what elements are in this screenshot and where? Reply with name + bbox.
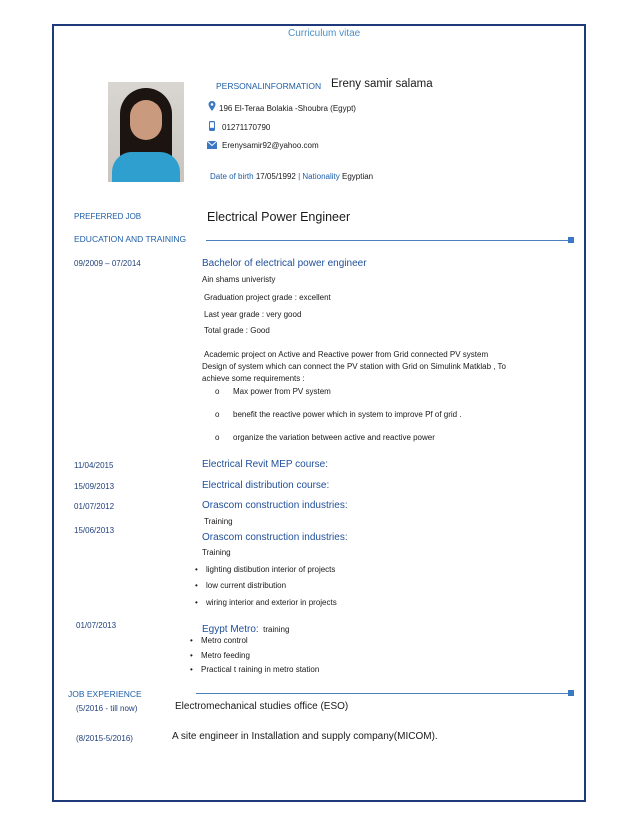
location-pin-icon: [208, 101, 216, 111]
address-text: 196 El-Teraa Bolakia -Shoubra (Egypt): [219, 104, 356, 113]
experience-rule: [196, 693, 568, 694]
dob-label: Date of birth: [210, 172, 254, 181]
last-year-grade: Last year grade : very good: [204, 310, 302, 319]
dob-line: [210, 172, 373, 181]
metro-sub: training: [263, 625, 290, 634]
metro-line: [202, 619, 289, 637]
cv-title: Curriculum vitae: [288, 28, 361, 39]
course-1-date: 11/04/2015: [74, 461, 114, 470]
phone-icon: [208, 121, 216, 131]
metro-item-2: Metro feeding: [201, 651, 250, 660]
experience-2-title: A site engineer in Installation and supply company(MICOM).: [172, 731, 438, 742]
bullet-dot-icon: •: [190, 636, 193, 645]
requirement-1: Max power from PV system: [233, 387, 331, 396]
orascom-item-3: wiring interior and exterior in projects: [206, 598, 337, 607]
email-text: Erenysamir92@yahoo.com: [222, 141, 319, 150]
photo-face: [130, 100, 162, 140]
bullet-dot-icon: •: [190, 665, 193, 674]
education-label: EDUCATION AND TRAINING: [74, 234, 187, 244]
nationality-label: Nationality: [302, 172, 340, 181]
orascom-title-1: Orascom construction industries:: [202, 500, 348, 511]
bullet-dot-icon: •: [195, 565, 198, 574]
metro-date: 01/07/2013: [76, 621, 117, 630]
project-title: Academic project on Active and Reactive power from Grid connected PV system: [204, 350, 489, 359]
dob-separator: |: [298, 172, 301, 181]
preferred-job-value: Electrical Power Engineer: [207, 210, 351, 224]
graduation-grade: Graduation project grade : excellent: [204, 293, 331, 302]
metro-title: Egypt Metro:: [202, 624, 259, 635]
project-desc-2: achieve some requirements :: [202, 374, 305, 383]
bullet-circle-icon: o: [215, 433, 220, 442]
nationality-value: Egyptian: [342, 172, 374, 181]
bachelor-title: Bachelor of electrical power engineer: [202, 258, 367, 269]
education-rule: [206, 240, 568, 241]
metro-item-3: Practical t raining in metro station: [201, 665, 320, 674]
course-2-title: Electrical distribution course:: [202, 480, 330, 491]
experience-label: JOB EXPERIENCE: [68, 689, 142, 699]
profile-photo: [108, 82, 184, 182]
experience-1-date: (5/2016 - till now): [76, 704, 138, 713]
requirement-3: organize the variation between active and reactive power: [233, 433, 435, 442]
bullet-dot-icon: •: [190, 651, 193, 660]
experience-1-title: Electromechanical studies office (ESO): [175, 701, 349, 712]
bullet-circle-icon: o: [215, 387, 220, 396]
orascom-item-1: lighting distibution interior of projects: [206, 565, 336, 574]
requirement-2: benefit the reactive power which in system to improve Pf of grid .: [233, 410, 462, 419]
orascom-sub-2: Training: [202, 548, 231, 557]
education-rule-end: [568, 237, 574, 243]
experience-2-date: (8/2015-5/2016): [76, 734, 133, 743]
bachelor-date: 09/2009 – 07/2014: [74, 259, 141, 268]
dob-value: 17/05/1992: [255, 172, 296, 181]
photo-shirt: [112, 152, 180, 182]
course-2-date: 15/09/2013: [74, 482, 115, 491]
bullet-dot-icon: •: [195, 581, 198, 590]
phone-text: 01271170790: [222, 123, 271, 132]
email-icon: [207, 141, 217, 149]
university: Ain shams univeristy: [202, 275, 276, 284]
orascom-item-2: low current distribution: [206, 581, 287, 590]
experience-rule-end: [568, 690, 574, 696]
project-desc-1: Design of system which can connect the PV station with Grid on Simulink Matklab , To: [202, 362, 506, 371]
total-grade: Total grade : Good: [204, 326, 270, 335]
metro-item-1: Metro control: [201, 636, 248, 645]
preferred-job-label: PREFERRED JOB: [74, 212, 142, 221]
orascom-title-2: Orascom construction industries:: [202, 532, 348, 543]
course-1-title: Electrical Revit MEP course:: [202, 459, 328, 470]
person-name: Ereny samir salama: [331, 78, 433, 90]
personal-info-label: PERSONALINFORMATION: [216, 81, 322, 91]
bullet-circle-icon: o: [215, 410, 220, 419]
orascom-date-2: 15/06/2013: [74, 526, 115, 535]
orascom-date-1: 01/07/2012: [74, 502, 115, 511]
bullet-dot-icon: •: [195, 598, 198, 607]
orascom-sub-1: Training: [204, 517, 233, 526]
